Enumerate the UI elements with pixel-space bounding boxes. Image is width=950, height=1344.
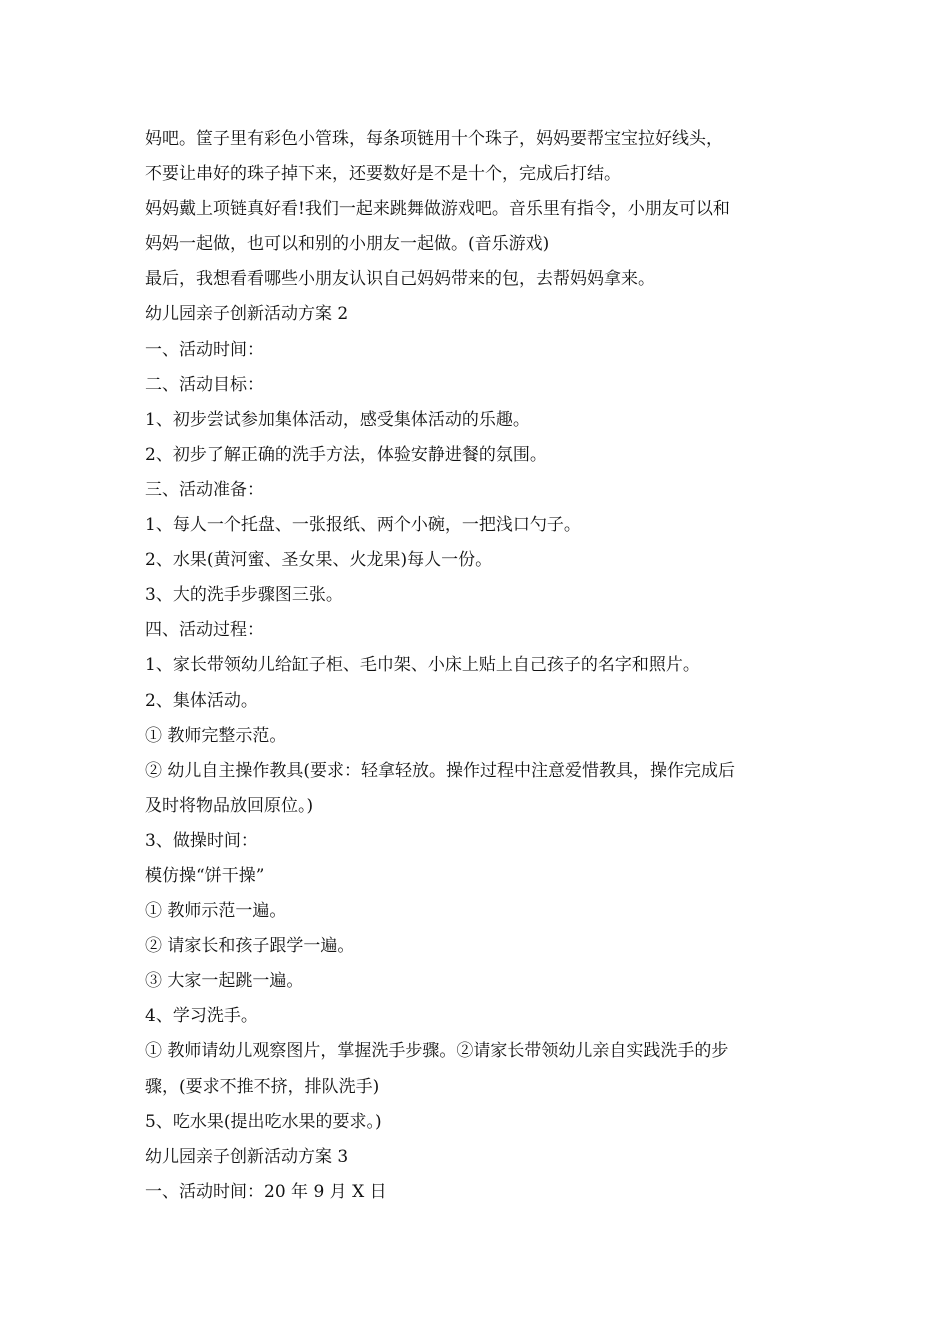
text-line: 最后，我想看看哪些小朋友认识自己妈妈带来的包，去帮妈妈拿来。 <box>145 269 655 290</box>
text-line: 三、活动准备： <box>145 479 264 500</box>
section-heading: 幼儿园亲子创新活动方案 2 <box>145 304 349 325</box>
text-line: ① 教师请幼儿观察图片，掌握洗手步骤。②请家长带领幼儿亲自实践洗手的步 <box>145 1041 729 1062</box>
text-line: 一、活动时间：20 年 9 月 X 日 <box>145 1181 387 1202</box>
text-line: 4、学习洗手。 <box>145 1006 258 1027</box>
text-line: 2、集体活动。 <box>145 690 258 711</box>
text-line: 1、每人一个托盘、一张报纸、两个小碗，一把浅口勺子。 <box>145 515 581 536</box>
text-line: 一、活动时间： <box>145 339 264 360</box>
text-line: ① 教师完整示范。 <box>145 725 287 746</box>
text-line: 1、初步尝试参加集体活动，感受集体活动的乐趣。 <box>145 409 530 430</box>
text-line: ③ 大家一起跳一遍。 <box>145 971 304 992</box>
text-line: ② 请家长和孩子跟学一遍。 <box>145 936 355 957</box>
text-line: ① 教师示范一遍。 <box>145 901 287 922</box>
document-body <box>145 122 815 1210</box>
text-line: 及时将物品放回原位。) <box>145 795 314 816</box>
text-line: 3、大的洗手步骤图三张。 <box>145 585 343 606</box>
text-line: 模仿操“饼干操” <box>145 865 265 886</box>
text-line: 妈吧。筐子里有彩色小管珠，每条项链用十个珠子，妈妈要帮宝宝拉好线头， <box>145 129 723 149</box>
text-line: 不要让串好的珠子掉下来，还要数好是不是十个，完成后打结。 <box>145 164 621 185</box>
text-line: 骤，(要求不推不挤，排队洗手) <box>145 1076 380 1097</box>
text-line: 2、初步了解正确的洗手方法，体验安静进餐的氛围。 <box>145 444 547 465</box>
text-line: 二、活动目标： <box>145 374 264 395</box>
text-line: 1、家长带领幼儿给缸子柜、毛巾架、小床上贴上自己孩子的名字和照片。 <box>145 655 700 676</box>
text-line: 3、做操时间： <box>145 830 258 851</box>
text-line: 妈妈戴上项链真好看!我们一起来跳舞做游戏吧。音乐里有指令，小朋友可以和 <box>145 199 730 220</box>
text-line: 2、水果(黄河蜜、圣女果、火龙果)每人一份。 <box>145 550 493 571</box>
text-line: 四、活动过程： <box>145 620 264 641</box>
section-heading: 幼儿园亲子创新活动方案 3 <box>145 1146 349 1167</box>
text-line: 5、吃水果(提出吃水果的要求。) <box>145 1111 382 1132</box>
text-line: ② 幼儿自主操作教具(要求：轻拿轻放。操作过程中注意爱惜教具，操作完成后 <box>145 760 736 781</box>
text-line: 妈妈一起做，也可以和别的小朋友一起做。(音乐游戏) <box>145 234 550 255</box>
